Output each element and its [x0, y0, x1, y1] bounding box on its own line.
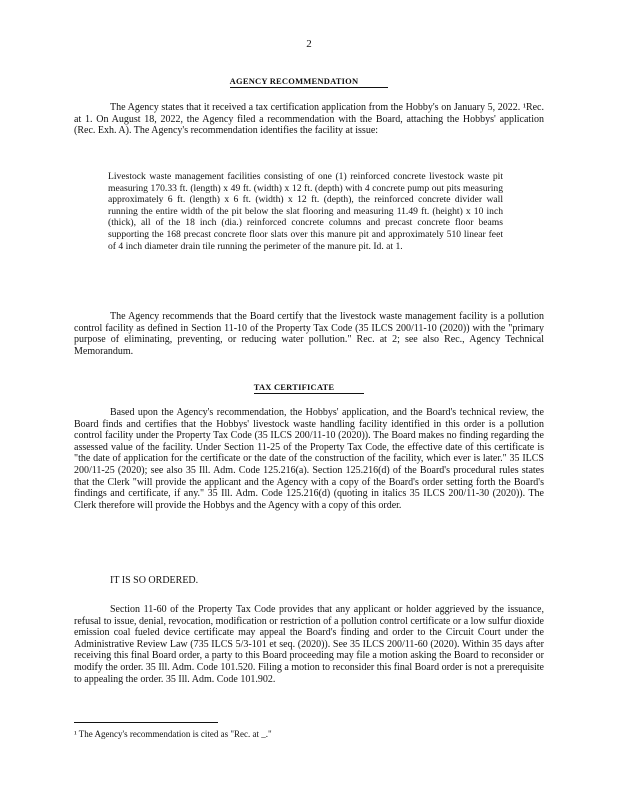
paragraph-appeal-rights: Section 11-60 of the Property Tax Code provides that any applicant or holder aggrieved by the issuance, refusal to issue, denial, revocation, modification or restriction of a pollution control certificate or a low sulfur dioxide emission coal fueled device certificate may appeal the Board's finding and order to the Circuit Court under the Administrative Review Law (735 ILCS 5/3-101 et seq. (2020)). See 35 ILCS 200/11-60 (2020). Within 35 days after receiving this final Board order, a party to this Board proceeding may file a motion asking the Board to reconsider or modify the order. 35 Ill. Adm. Code 101.520. Filing a motion to reconsider this final Board order is not a prerequisite to appealing the order. 35 Ill. Adm. Code 101.902. — [74, 604, 544, 685]
paragraph-tax-certificate: Based upon the Agency's recommendation, the Hobbys' application, and the Board's technical review, the Board finds and certifies that the Hobbys' livestock waste handling facility identified in this order is a pollution control facility under the Property Tax Code (35 ILCS 200/11-10 (2020)). The Board makes no finding regarding the assessed value of the facility. Under Section 11-25 of the Property Tax Code, the effective date of this certificate is "the date of application for the certificate or the date of the construction of the facility, which ever is later." 35 ILCS 200/11-25 (2020); see also 35 Ill. Adm. Code 125.216(a). Section 125.216(d) of the Board's procedural rules states that the Clerk "will provide the applicant and the Agency with a copy of the Board's order setting forth the Board's findings and certificate, if any." 35 Ill. Adm. Code 125.216(d) (quoting in italics 35 ILCS 200/11-30 (2020)). The Clerk therefore will provide the Hobbys and the Agency with a copy of this order. — [74, 407, 544, 511]
footnote-divider — [74, 722, 218, 723]
paragraph-agency-statement: The Agency states that it received a tax certification application from the Hobby's on January 5, 2022. ¹Rec. at 1. On August 18, 2022, the Agency filed a recommendation with the Board, attaching the Hobbys' application (Rec. Exh. A). The Agency's recommendation identifies the facility at issue: — [74, 102, 544, 137]
page-number: 2 — [306, 38, 312, 50]
heading-tax-certificate: TAX CERTIFICATE — [0, 382, 618, 394]
so-ordered-statement: IT IS SO ORDERED. — [110, 575, 199, 586]
footnote: ¹ The Agency's recommendation is cited as "Rec. at _." — [74, 729, 272, 739]
paragraph-agency-recommends: The Agency recommends that the Board certify that the livestock waste management facility is a pollution control facility as defined in Section 11-10 of the Property Tax Code (35 ILCS 200/11-10 (2020)) with the "primary purpose of eliminating, preventing, or reducing water pollution." Rec. at 2; see also Rec., Agency Technical Memorandum. — [74, 311, 544, 357]
facility-block-quote: Livestock waste management facilities consisting of one (1) reinforced concrete livestock waste pit measuring 170.33 ft. (length) x 49 ft. (width) x 12 ft. (depth) with 4 concrete pump out pits measuring approximately 6 ft. (length) x 6 ft. (width) x 12 ft. (depth), the reinforced concrete divider wall running the entire width of the pit below the slat flooring and measuring 11.49 ft. (height) x 10 inch (thick), all of the 18 inch (dia.) reinforced concrete columns and precast concrete floor beams supporting the 168 precast concrete floor slats over this manure pit and approximately 510 linear feet of 4 inch diameter drain tile running the perimeter of the manure pit. Id. at 1. — [108, 171, 503, 252]
heading-agency-recommendation: AGENCY RECOMMENDATION — [0, 76, 618, 88]
